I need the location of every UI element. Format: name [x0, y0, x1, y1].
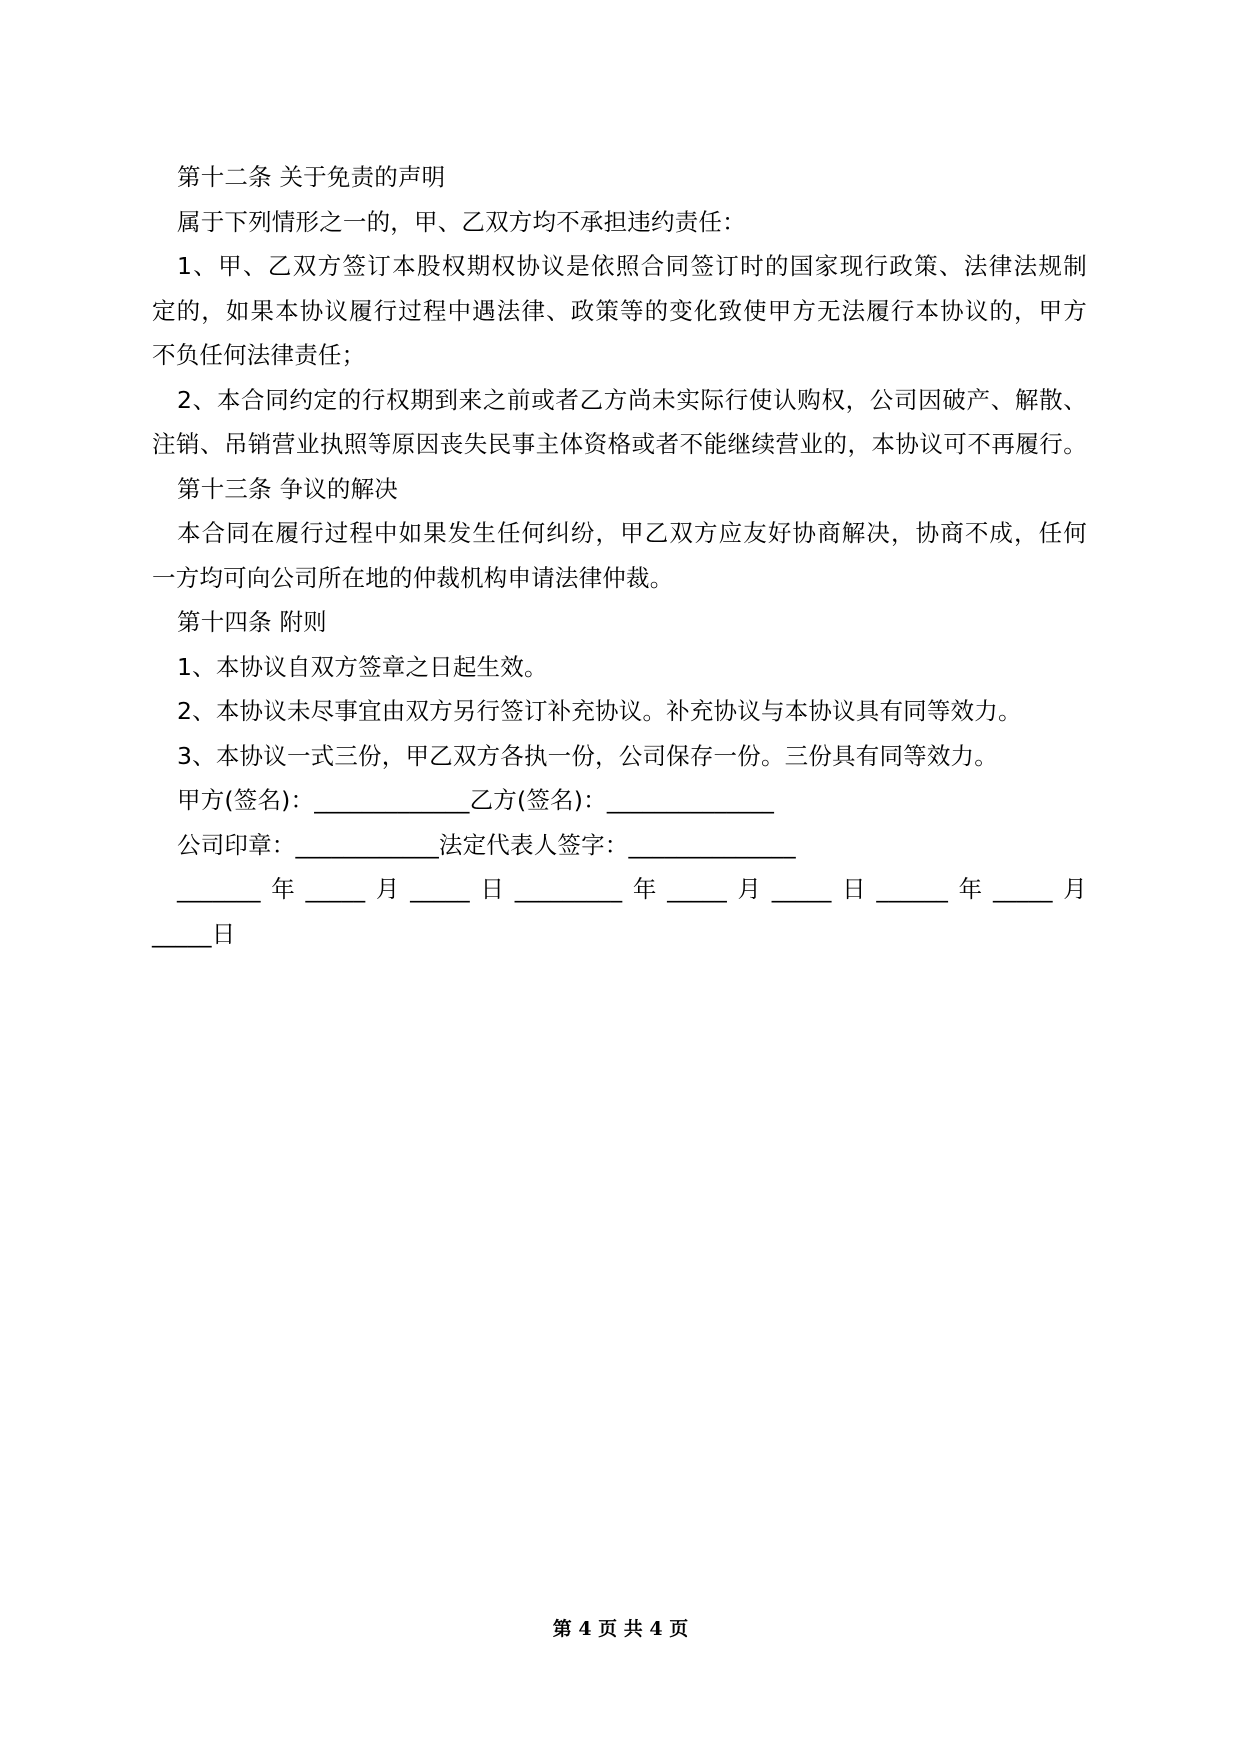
document-body [152, 155, 1087, 956]
date-line: _____日 [152, 919, 236, 948]
signature-line-parties: 甲方(签名)：_____________乙方(签名)：______________ [177, 786, 775, 814]
paragraph-line: 一方均可向公司所在地的仲裁机构申请法律仲裁。 [152, 563, 674, 592]
date-line: _______年_____月_____日_________年_____月_____日______年_____月 [177, 875, 1087, 903]
signature-line-seal: 公司印章：____________法定代表人签字：______________ [177, 830, 796, 859]
paragraph-line: 注销、吊销营业执照等原因丧失民事主体资格或者不能继续营业的，本协议可不再履行。 [152, 430, 1087, 458]
article-14-heading: 第十四条 附则 [177, 608, 327, 636]
paragraph-line: 2、本协议未尽事宜由双方另行签订补充协议。补充协议与本协议具有同等效力。 [177, 697, 1022, 725]
paragraph-line: 不负任何法律责任； [152, 341, 366, 369]
paragraph-line: 1、本协议自双方签章之日起生效。 [177, 652, 548, 681]
paragraph-line: 定的，如果本协议履行过程中遇法律、政策等的变化致使甲方无法履行本协议的，甲方 [152, 296, 1087, 325]
article-12-heading: 第十二条 关于免责的声明 [177, 163, 446, 191]
paragraph-line: 1、甲、乙双方签订本股权期权协议是依照合同签订时的国家现行政策、法律法规制 [177, 252, 1087, 280]
paragraph-line: 2、本合同约定的行权期到来之前或者乙方尚未实际行使认购权，公司因破产、解散、 [177, 385, 1087, 414]
paragraph-line: 3、本协议一式三份，甲乙双方各执一份，公司保存一份。三份具有同等效力。 [177, 741, 998, 770]
paragraph-line: 本合同在履行过程中如果发生任何纠纷，甲乙双方应友好协商解决，协商不成，任何 [177, 519, 1087, 547]
page-number-footer: 第 4 页 共 4 页 [552, 1618, 689, 1640]
paragraph-line: 属于下列情形之一的，甲、乙双方均不承担违约责任： [177, 207, 746, 236]
article-13-heading: 第十三条 争议的解决 [177, 474, 398, 503]
